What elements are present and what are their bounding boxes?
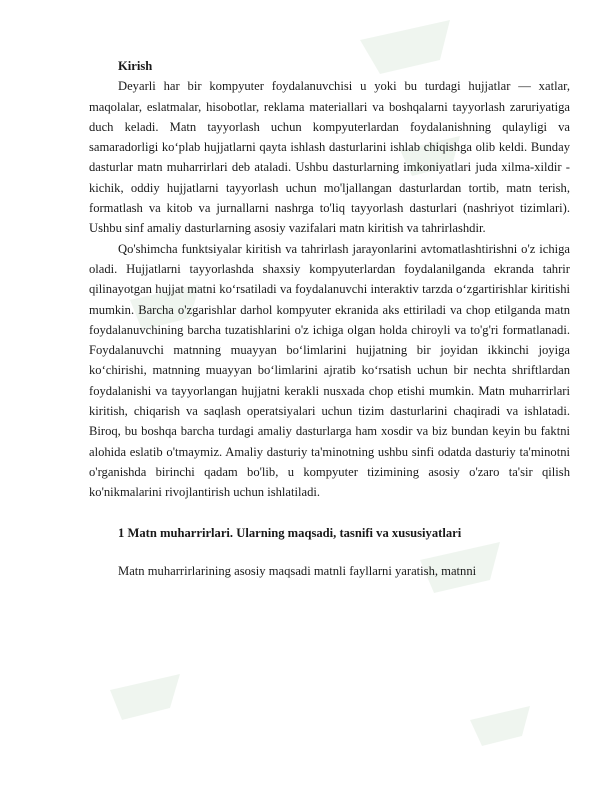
intro-paragraph-1: Deyarli har bir kompyuter foydalanuvchisi u yoki bu turdagi hujjatlar — xatlar, maqolalar, eslatmalar, hisobotlar, reklama materiallari va boshqalarni tayyorlash zaruriyatiga duch keladi. Matn tayyorlash uchun kompyuterlardan foydalanishning qulayligi va samaradorligi ko‘plab hujjatlarni qayta ishlash dasturlarini ishlab chiqishga olib keldi. Bunday dasturlar matn muharrirlari deb ataladi. Ushbu dasturlarning imkoniyatlari juda xilma-xildir - kichik, oddiy hujjatlarni tayyorlash uchun mo'ljallangan dasturlardan tortib, matn terish, formatlash va kitob va jurnallarni nashrga to'liq tayyorlash dasturlari (nashriyot tizimlari). Ushbu sinf amaliy dasturlarning asosiy vazifalari matn kiritish va tahrirlashdir. bbox=[89, 79, 570, 236]
intro-text bbox=[89, 76, 570, 502]
section-1-text bbox=[89, 561, 570, 581]
intro-heading: Kirish bbox=[118, 59, 153, 73]
section-1-paragraph-1: Matn muharrirlarining asosiy maqsadi matnli fayllarni yaratish, matnni bbox=[118, 563, 477, 578]
document-body bbox=[89, 56, 570, 581]
section-1-heading: 1 Matn muharrirlari. Ularning maqsadi, tasnifi va xususiyatlari bbox=[118, 525, 462, 540]
intro-paragraph-2: Qo'shimcha funktsiyalar kiritish va tahrirlash jarayonlarini avtomatlashtirishni o'z ichiga oladi. Hujjatlarni tayyorlashda shaxsiy kompyuterlardan foydalanilganda ekranda tahrir qilinayotgan hujjat matni ko‘rsatiladi va foydalanuvchi interaktiv tarzda o‘zgartirishlar kiritishi mumkin. Barcha o'zgarishlar darhol kompyuter ekranida aks ettiriladi va chop etilganda matn foydalanuvchining barcha tuzatishlarini o'z ichiga olgan holda chiroyli va to'g'ri formatlanadi. Foydalanuvchi matnning muayyan bo‘limlarini hujjatning bir joyidan ikkinchi joyiga ko‘chirishi, matnning muayyan bo‘limlarini ajratib ko‘rsatish uchun bir nechta shriftlardan foydalanishi va tayyorlangan hujjatni kerakli nusxada chop etishi mumkin. Matn muharrirlari kiritish, chiqarish va saqlash operatsiyalari uchun tizim dasturlarini chaqiradi va ishlatadi. Biroq, bu boshqa barcha turdagi amaliy dasturlarga ham xosdir va biz bundan keyin bu faktni alohida eslatib o'tmaymiz. Amaliy dasturiy ta'minotning ushbu sinfi odatda dasturiy ta'minotni o'rganishda birinchi qadam bo'lib, u kompyuter tizimining asosiy o'zaro ta'sir qilish ko'nikmalarini rivojlantirish uchun ishlatiladi. bbox=[89, 241, 570, 500]
